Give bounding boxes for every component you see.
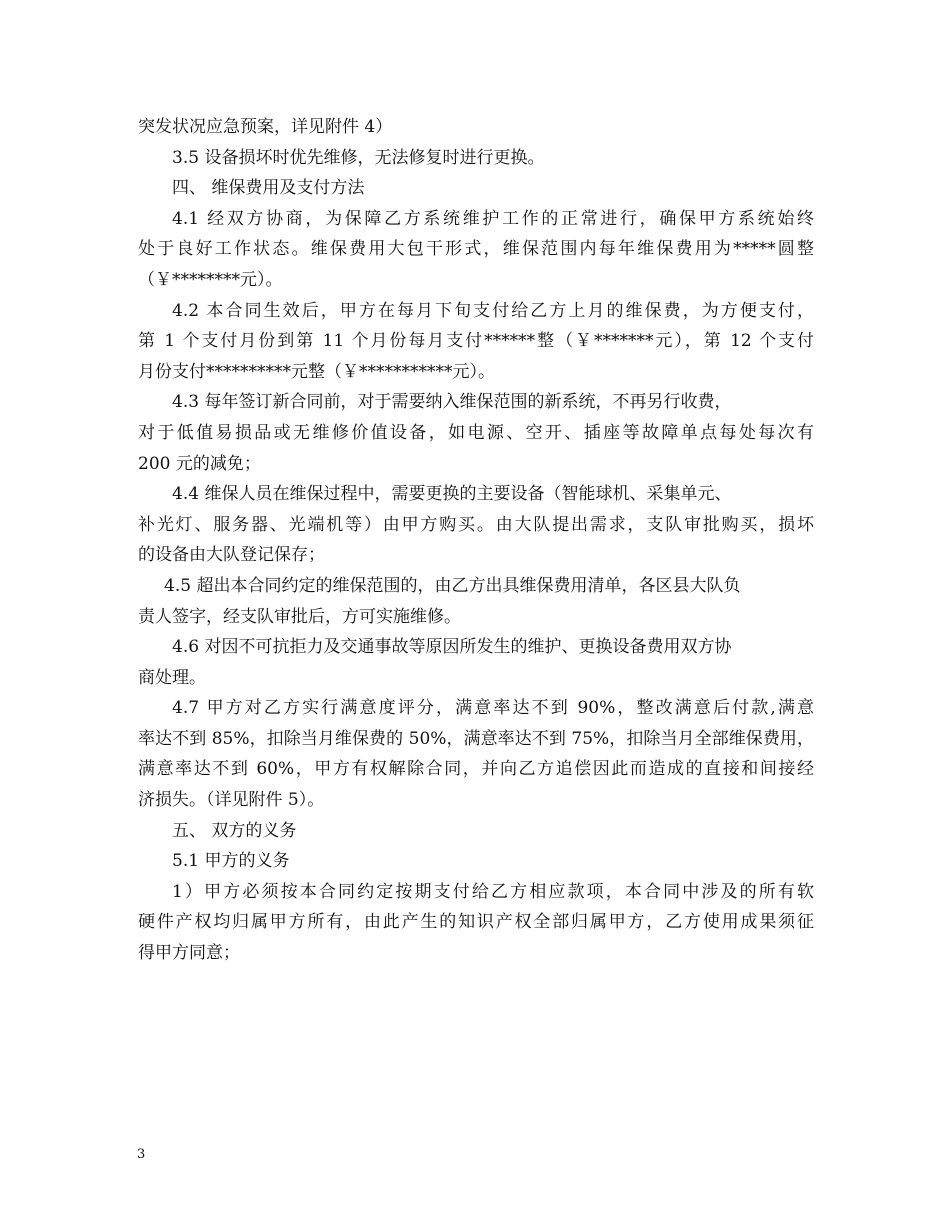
text-line: 4.3 每年签订新合同前，对于需要纳入维保范围的新系统，不再另行收费， [172, 392, 732, 413]
text-line: 满意率达不到 60%，甲方有权解除合同，并向乙方追偿因此而造成的直接和间接经 [138, 759, 814, 780]
text-line: 1）甲方必须按本合同约定按期支付给乙方相应款项，本合同中涉及的所有软 [172, 881, 814, 902]
text-line: （￥********元）。 [138, 269, 283, 290]
text-line: 200 元的减免； [138, 453, 261, 474]
section-heading: 四、 维保费用及支付方法 [172, 178, 365, 199]
text-line: 对于低值易损品或无维修价值设备，如电源、空开、插座等故障单点每处每次有 [138, 422, 814, 443]
section-heading: 五、 双方的义务 [172, 820, 297, 841]
subsection-heading: 5.1 甲方的义务 [172, 851, 290, 872]
text-line: 商处理。 [138, 667, 206, 688]
text-line: 3.5 设备损坏时优先维修，无法修复时进行更换。 [172, 147, 545, 168]
text-line: 率达不到 85%，扣除当月维保费的 50%，满意率达不到 75%，扣除当月全部维保费用， [138, 728, 814, 749]
text-line: 第 1 个支付月份到第 11 个月份每月支付******整（￥*******元），第 12 个支付 [138, 331, 814, 352]
text-line: 突发状况应急预案，详见附件 4） [138, 117, 393, 137]
text-line: 得甲方同意； [138, 943, 240, 964]
text-line: 4.5 超出本合同约定的维保范围的，由乙方出具维保费用清单，各区县大队负 [164, 575, 741, 596]
document-body [138, 112, 814, 969]
text-line: 4.7 甲方对乙方实行满意度评分，满意率达不到 90%，整改满意后付款,满意 [172, 698, 814, 719]
page-number: 3 [137, 1147, 146, 1162]
text-line: 4.2 本合同生效后，甲方在每月下旬支付给乙方上月的维保费，为方便支付， [172, 300, 814, 321]
text-line: 4.1 经双方协商，为保障乙方系统维护工作的正常进行，确保甲方系统始终 [172, 208, 814, 229]
text-line: 责人签字，经支队审批后，方可实施维修。 [138, 606, 461, 627]
text-line: 的设备由大队登记保存； [138, 545, 325, 566]
text-line: 济损失。（详见附件 5）。 [138, 790, 325, 811]
contract-text [138, 112, 814, 969]
text-line: 硬件产权均归属甲方所有，由此产生的知识产权全部归属甲方，乙方使用成果须征 [138, 912, 814, 933]
text-line: 4.6 对因不可抗拒力及交通事故等原因所发生的维护、更换设备费用双方协 [172, 637, 732, 658]
text-line: 处于良好工作状态。维保费用大包干形式，维保范围内每年维保费用为*****圆整 [138, 239, 814, 260]
text-line: 月份支付**********元整（￥***********元）。 [138, 361, 495, 382]
text-line: 4.4 维保人员在维保过程中，需要更换的主要设备（智能球机、采集单元、 [172, 484, 732, 505]
text-line: 补光灯、服务器、光端机等）由甲方购买。由大队提出需求，支队审批购买，损坏 [138, 514, 814, 535]
